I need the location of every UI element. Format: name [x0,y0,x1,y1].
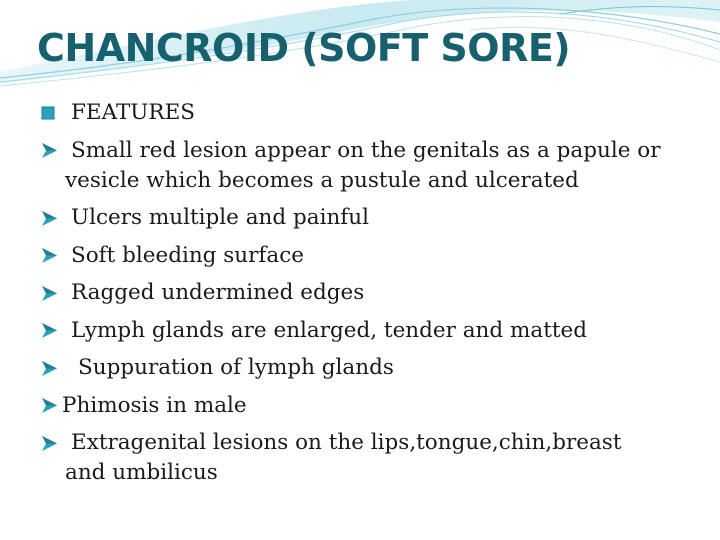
bullet-text: Phimosis in male [62,392,247,418]
features-heading: FEATURES [71,100,196,125]
bullet-text-continuation: and umbilicus [65,460,218,485]
arrowhead-bullet-icon [41,203,59,233]
bullet-item [40,241,700,271]
arrowhead-bullet-icon [41,278,59,308]
bullet-item [40,428,700,488]
slide-title: CHANCROID (SOFT SORE) [37,26,571,70]
bullet-text: Lymph glands are enlarged, tender and matted [71,317,587,343]
bullet-item [40,136,700,196]
bullet-text: Small red lesion appear on the genitals as a papule or [71,137,661,163]
checkbox-bullet-icon [41,98,59,128]
arrowhead-bullet-icon [41,241,59,271]
bullet-item [40,203,700,233]
bullet-text: Ulcers multiple and painful [71,205,369,230]
arrowhead-bullet-icon [41,353,59,383]
arrowhead-bullet-icon [41,136,59,166]
content-list [40,98,700,496]
arrowhead-bullet-icon [41,428,59,458]
bullet-item [40,353,700,383]
bullet-text: Ragged undermined edges [71,280,365,305]
bullet-item [40,316,700,346]
bullet-item [40,391,700,421]
bullet-text: Suppuration of lymph glands [78,355,394,380]
bullet-text: Soft bleeding surface [71,242,304,268]
bullet-text-continuation: vesicle which becomes a pustule and ulcerated [65,167,579,193]
features-heading-row [40,98,700,128]
bullet-text: Extragenital lesions on the lips,tongue,chin,breast [71,430,622,455]
bullet-item [40,278,700,308]
arrowhead-bullet-icon [41,391,59,421]
arrowhead-bullet-icon [41,316,59,346]
